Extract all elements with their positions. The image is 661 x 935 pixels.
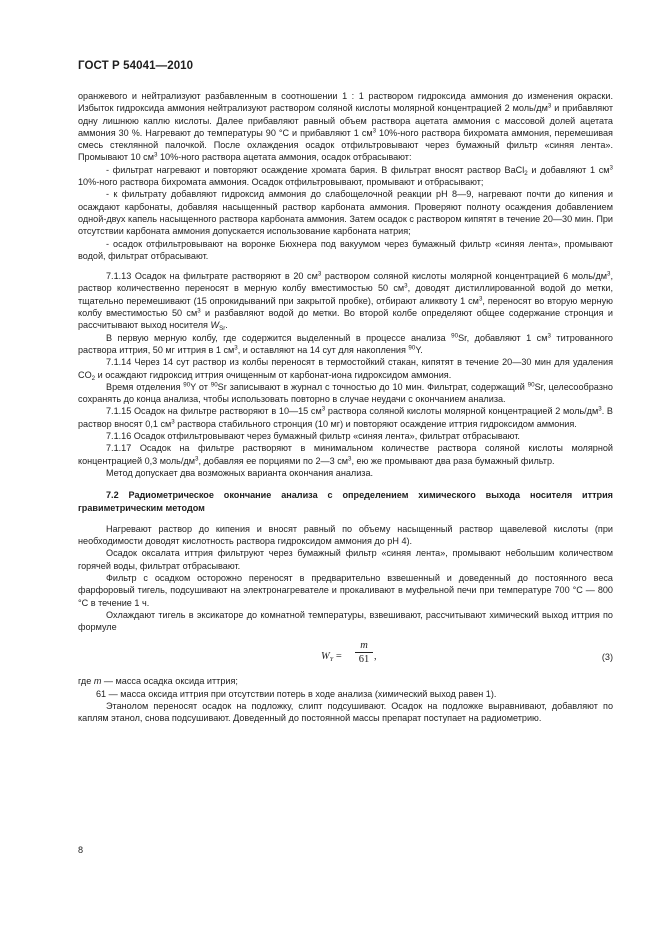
definition-61: 61 — масса оксида иттрия при отсутствии потерь в ходе анализа (химический выход равен 1). [96, 688, 497, 699]
paragraph-crucible: Фильтр с осадком осторожно переносят в предварительно взвешенный и доведенный до постоянного веса фарфоровый тигель, подсушивают на электронагревателе и прокаливают в муфельной печи при температуре 700 °С — 800 °С в течение 1 ч. [78, 572, 613, 608]
list-item-filtrate: - фильтрат нагревают и повторяют осаждение хромата бария. В фильтрат вносят раствор BaCl$_2$ и добавляют 1 $см^3$ 10%-ного раствора бихромата аммония. Осадок отфильтровывают, промывают и отбрасывают; [78, 164, 613, 188]
paragraph-7-1-14: 7.1.14 Через 14 сут раствор из колбы переносят в термостойкий стакан, кипятят в течение 20—30 мин для удаления $CO_2$ и осаждают гидроксид иттрия очищенным от карбонат-иона гидроксидом аммония. [78, 357, 613, 382]
definition-m: где m — масса осадка оксида иттрия; [78, 676, 238, 687]
paragraph-7-1-13-continued: В первую мерную колбу, где содержится выделенный в процессе анализа $^{90}$Sr, добавляют 1 $см^3$ титрованного раствора иттрия, 50 мг иттрия в 1 $см^3$, и оставляют на 14 сут для накопления $^{90}$Y. [78, 332, 613, 355]
paragraph-boiling: Нагревают раствор до кипения и вносят равный по объему насыщенный раствор щавелевой кислоты (при необходимости доводят кислотность раствора гидроксидом аммония до pH 4). [78, 523, 613, 547]
document-header: ГОСТ Р 54041—2010 [78, 60, 194, 72]
paragraph-7-1-13: 7.1.13 Осадок на фильтрате растворяют в 20 $см^3$ раствором соляной кислоты молярной концентрацией 6 моль/$дм^3$, раствор количественно переносят в мерную колбу вместимостью 50 $см^3$, доводят дистиллированной водой до метки, тщательно перемешивают (15 опрокидываний при закрытой пробке), отбирают аликвоту 1 $см^3$, переносят во вторую мерную колбу вместимостью 50 $см^3$ и разбавляют водой до метки. Во второй колбе определяют общее содержание стронция и рассчитывают выход носителя $W_{Sr}$. [78, 270, 613, 333]
list-item-buchner: - осадок отфильтровывают на воронке Бюхнера под вакуумом через бумажный фильтр «синяя лента», промывают водой, фильтрат отбрасывают. [78, 238, 613, 261]
page-number: 8 [78, 845, 84, 855]
paragraph-cooling: Охлаждают тигель в эксикаторе до комнатной температуры, взвешивают, рассчитывают химический выход иттрия по формуле [78, 609, 613, 633]
document-body [78, 90, 613, 725]
paragraph-7-1-17: 7.1.17 Осадок на фильтре растворяют в минимальном количестве раствора соляной кислоты молярной концентрацией 0,3 моль/$дм^3$, добавляя ее порциями по 2—3 $см^3$, ею же промывают два раза бумажный фильтр. [78, 443, 613, 466]
formula-number: (3) [601, 652, 613, 663]
paragraph-7-1-16: 7.1.16 Осадок отфильтровывают через бумажный фильтр «синяя лента», фильтрат отбрасывают. [106, 431, 520, 442]
formula-denominator: 61 [358, 654, 370, 666]
paragraph-ethanol: Этанолом переносят осадок на подложку, слипт подсушивают. Осадок на подложке выравнивают, добавляют по каплям этанол, снова подсушивают. Доведенный до постоянной массы препарат поступает на радиометрию. [78, 701, 613, 724]
section-heading-7-2: 7.2 Радиометрическое окончание анализа с определением химического выхода носителя иттрия гравиметрическим методом [78, 490, 613, 513]
list-item-carbonates: - к фильтрату добавляют гидроксид аммония до слабощелочной реакции pH 8—9, нагревают почти до кипения и осаждают карбонаты, добавляя насыщенный раствор карбоната аммония. Проверяют полноту осаждения добавлением одной-двух капель насыщенного раствора карбоната аммония. Затем осадок с раствором кипятят в течение 20—30 мин. При отсутствии карбоната аммония допускается использование карбоната натрия; [78, 189, 613, 237]
formula-fraction [355, 639, 373, 666]
paragraph-7-1-15: 7.1.15 Осадок на фильтре растворяют в 10—15 $см^3$ раствора соляной кислоты молярной концентрацией 2 моль/$дм^3$. В раствор вносят 0,1 $см^3$ раствора стабильного стронция (10 мг) и повторяют осаждение иттрия гидроксидом аммония. [78, 406, 613, 429]
paragraph-7-1-14-continued: Время отделения $^{90}$Y от $^{90}$Sr записывают в журнал с точностью до 10 мин. Фильтрат, содержащий $^{90}$Sr, целесообразно сохранять до конца анализа, чтобы использовать повторно в случае неудачи с окончанием анализа. [78, 381, 613, 405]
paragraph-method-variants: Метод допускает два возможных варианта окончания анализа. [106, 467, 374, 478]
formula-lhs: $W_Y$ = [321, 651, 342, 664]
formula-3: $W_Y$ = m 61 , (3) [321, 640, 613, 666]
formula-numerator: m [360, 640, 368, 652]
paragraph-oxalate: Осадок оксалата иттрия фильтруют через бумажный фильтр «синяя лента», промывают небольшим количеством горячей воды, фильтрат отбрасывают. [78, 548, 613, 571]
paragraph-intro: оранжевого и нейтрализуют разбавленным в соотношении 1 : 1 раствором гидроксида аммония до изменения окраски. Избыток гидроксида аммония нейтрализуют раствором соляной кислоты молярной концентрацией 2 моль/$дм^3$ и прибавляют одну лишнюю каплю кислоты. Далее прибавляют равный объем раствора ацетата аммония с массовой долей ацетата аммония 30 %. Нагревают до температуры 90 °С и прибавляют 1 $см^3$ 10%-ного раствора бихромата аммония, перемешивая смесь стеклянной палочкой. После охлаждения осадок отфильтровывают через бумажный фильтр «синяя лента». Промывают 10 $см^3$ 10%-ного раствора ацетата аммония, осадок отбрасывают: [78, 91, 614, 163]
